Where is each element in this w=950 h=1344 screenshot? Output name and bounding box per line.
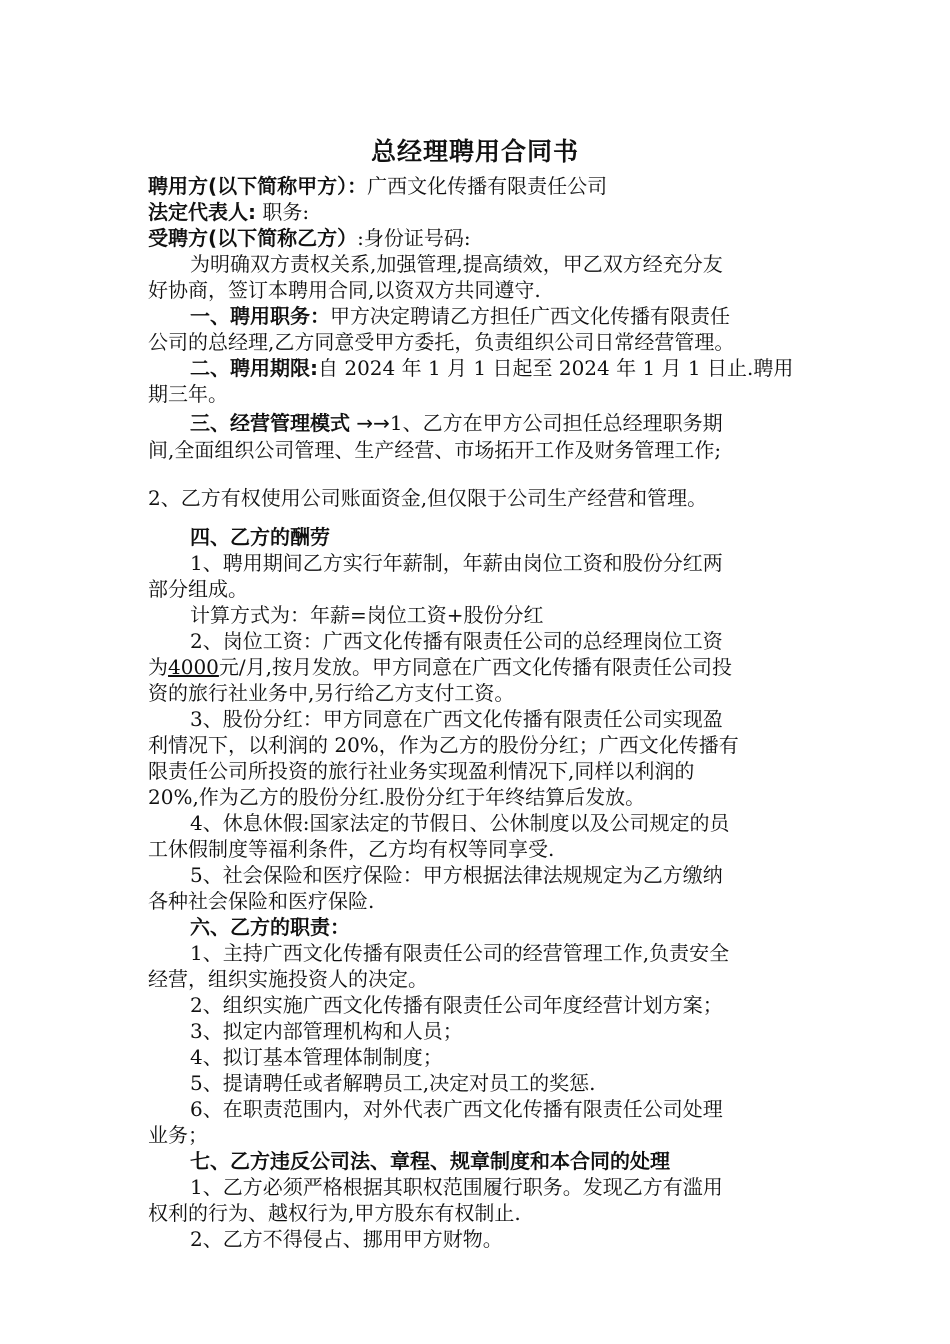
section-6-item-line: 经营，组织实施投资人的决定。	[148, 967, 428, 991]
section-4-p5-line-1: 5、社会保险和医疗保险：甲方根据法律法规规定为乙方缴纳	[190, 863, 723, 887]
document-title: 总经理聘用合同书	[370, 137, 579, 166]
section-4-p3-line-3: 限责任公司所投资的旅行社业务实现盈利情况下,同样以利润的	[148, 759, 695, 783]
section-4-formula: 计算方式为：年薪=岗位工资+股份分红	[190, 603, 544, 627]
section-6-item-line: 业务；	[148, 1123, 208, 1147]
employer-line	[148, 173, 607, 199]
section-4-heading: 四、乙方的酬劳	[190, 525, 330, 549]
employer-label: 聘用方(以下简称甲方）：	[148, 174, 368, 198]
section-3-text: 1、乙方在甲方公司担任总经理职务期	[389, 411, 723, 435]
legal-rep-value: 职务:	[256, 200, 310, 224]
section-4-p2-line-3: 资的旅行社业务中,另行给乙方支付工资。	[148, 681, 515, 705]
section-6-heading: 六、乙方的职责：	[190, 915, 350, 939]
employee-value: :身份证号码:	[357, 226, 471, 250]
section-4-p2-line-1: 2、岗位工资：广西文化传播有限责任公司的总经理岗位工资	[190, 629, 723, 653]
employee-label: 受聘方(以下简称乙方）	[148, 226, 358, 250]
intro-line-1: 为明确双方责权关系,加强管理,提高绩效，甲乙双方经充分友	[190, 252, 723, 276]
section-4-p2-line-2	[148, 654, 732, 680]
section-6-item-line: 2、组织实施广西文化传播有限责任公司年度经营计划方案；	[190, 993, 723, 1017]
double-arrow-icon: →→	[350, 411, 390, 435]
section-4-p3-line-2: 利情况下，以利润的 20%，作为乙方的股份分红；广西文化传播有	[148, 733, 739, 757]
section-2-text: 自 2024 年 1 月 1 日起至 2024 年 1 月 1 日止.聘用	[318, 356, 794, 380]
employer-value: 广西文化传播有限责任公司	[367, 174, 608, 198]
section-4-p4-line-1: 4、休息休假:国家法定的节假日、公休制度以及公司规定的员	[190, 811, 730, 835]
employee-line	[148, 225, 471, 251]
section-4-p3-line-4: 20%,作为乙方的股份分红.股份分红于年终结算后发放。	[148, 785, 646, 809]
section-3-heading: 三、经营管理模式	[190, 411, 350, 435]
section-2-line-1	[190, 355, 793, 381]
salary-prefix: 为	[148, 655, 168, 679]
legal-rep-label: 法定代表人:	[148, 200, 256, 224]
section-1-line-2: 公司的总经理,乙方同意受甲方委托，负责组织公司日常经营管理。	[148, 330, 735, 354]
section-6-item-line: 4、拟订基本管理体制制度；	[190, 1045, 443, 1069]
legal-rep-line	[148, 199, 309, 225]
section-1-text: 甲方决定聘请乙方担任广西文化传播有限责任	[330, 304, 730, 328]
section-1-line-1	[190, 303, 730, 329]
section-2-heading: 二、聘用期限:	[190, 356, 318, 380]
section-2-line-2: 期三年。	[148, 382, 228, 406]
section-4-p4-line-2: 工休假制度等福利条件，乙方均有权等同享受.	[148, 837, 555, 861]
section-3-line-3: 2、乙方有权使用公司账面资金,但仅限于公司生产经营和管理。	[148, 486, 708, 510]
section-3-line-2: 间,全面组织公司管理、生产经营、市场拓开工作及财务管理工作;	[148, 438, 722, 462]
section-3-line-1	[190, 410, 723, 436]
section-7-item-line: 1、乙方必须严格根据其职权范围履行职务。发现乙方有滥用	[190, 1175, 723, 1199]
section-4-p1-line-2: 部分组成。	[148, 577, 248, 601]
section-6-item-line: 1、主持广西文化传播有限责任公司的经营管理工作,负责安全	[190, 941, 730, 965]
section-6-item-line: 5、提请聘任或者解聘员工,决定对员工的奖惩.	[190, 1071, 596, 1095]
salary-amount: 4000	[168, 655, 219, 679]
section-4-p3-line-1: 3、股份分红：甲方同意在广西文化传播有限责任公司实现盈	[190, 707, 723, 731]
section-7-heading: 七、乙方违反公司法、章程、规章制度和本合同的处理	[190, 1149, 670, 1173]
salary-suffix: 元/月,按月发放。甲方同意在广西文化传播有限责任公司投	[218, 655, 733, 679]
section-1-heading: 一、聘用职务：	[190, 304, 330, 328]
intro-line-2: 好协商，签订本聘用合同,以资双方共同遵守.	[148, 278, 541, 302]
section-4-p5-line-2: 各种社会保险和医疗保险.	[148, 889, 375, 913]
section-7-item-line: 2、乙方不得侵占、挪用甲方财物。	[190, 1227, 503, 1251]
section-7-item-line: 权利的行为、越权行为,甲方股东有权制止.	[148, 1201, 521, 1225]
section-6-item-line: 6、在职责范围内，对外代表广西文化传播有限责任公司处理	[190, 1097, 723, 1121]
section-4-p1-line-1: 1、聘用期间乙方实行年薪制，年薪由岗位工资和股份分红两	[190, 551, 723, 575]
section-6-item-line: 3、拟定内部管理机构和人员；	[190, 1019, 463, 1043]
